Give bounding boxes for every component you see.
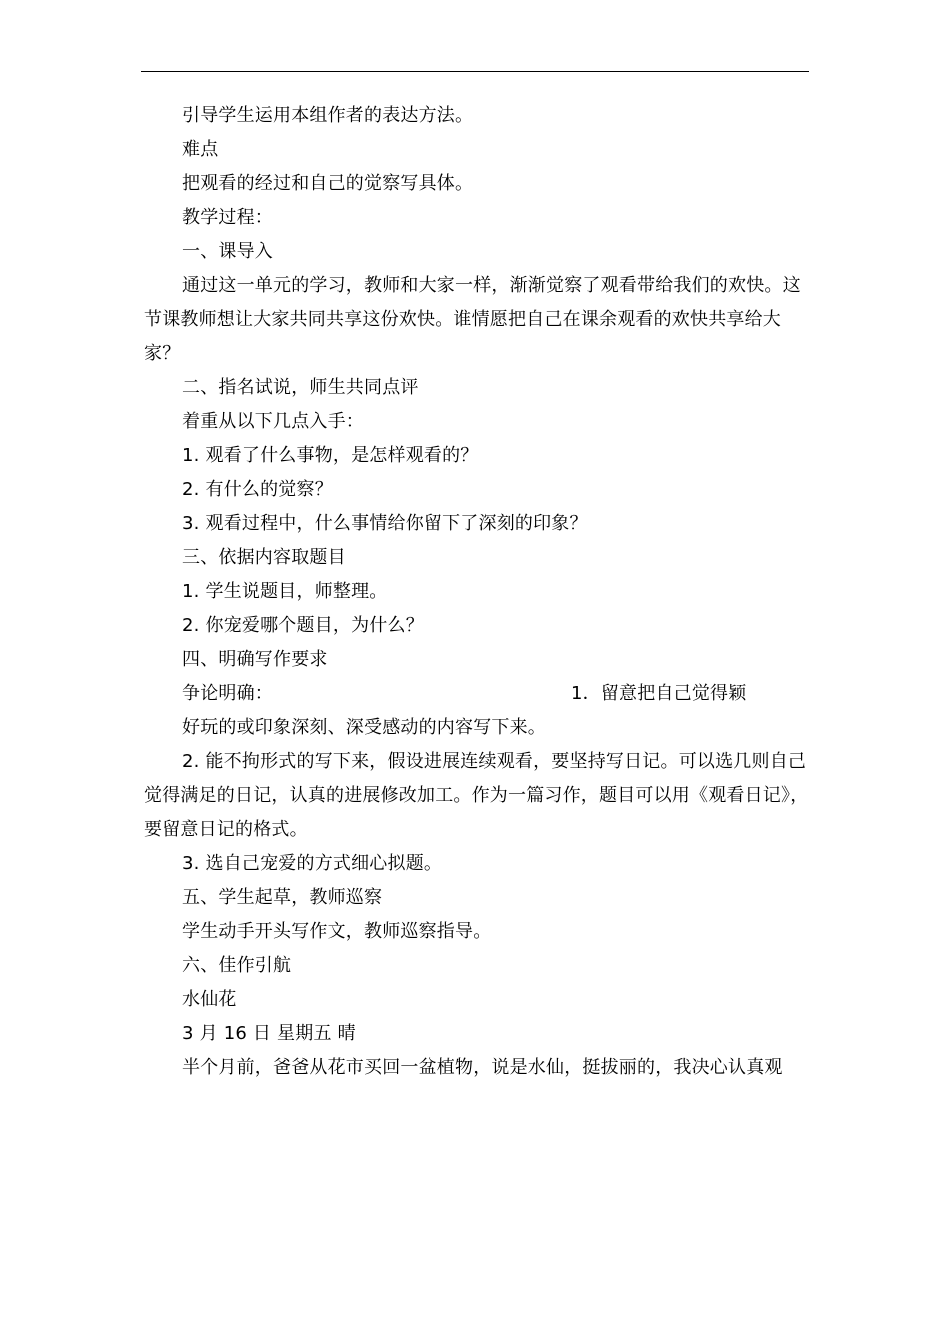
- split-line: [144, 677, 816, 711]
- paragraph: 六、佳作引航: [182, 955, 292, 976]
- paragraph: 教学过程：: [182, 207, 273, 228]
- list-item: 1. 学生说题目，师整理。: [182, 581, 388, 602]
- paragraph: 四、明确写作要求: [182, 649, 328, 670]
- list-item: 2. 你宠爱哪个题目，为什么？: [182, 615, 424, 636]
- paragraph: 五、学生起草，教师巡察: [182, 887, 383, 908]
- paragraph: 水仙花: [182, 989, 237, 1010]
- paragraph: 二、指名试说，师生共同点评: [182, 377, 419, 398]
- list-item: 3. 观看过程中，什么事情给你留下了深刻的印象？: [182, 513, 588, 534]
- header-rule: [141, 71, 809, 72]
- paragraph: 一、课导入: [182, 241, 273, 262]
- paragraph: 引导学生运用本组作者的表达方法。: [182, 105, 474, 126]
- paragraph: 把观看的经过和自己的觉察写具体。: [182, 173, 474, 194]
- paragraph: 难点: [182, 139, 219, 160]
- list-item: 3. 选自己宠爱的方式细心拟题。: [182, 853, 443, 874]
- paragraph: 三、依据内容取题目: [182, 547, 346, 568]
- paragraph: 半个月前，爸爸从花市买回一盆植物，说是水仙，挺拔丽的，我决心认真观: [182, 1057, 783, 1078]
- split-line-left: 争论明确：: [182, 683, 273, 704]
- paragraph: 好玩的或印象深刻、深受感动的内容写下来。: [182, 717, 546, 738]
- paragraph: 学生动手开头写作文，教师巡察指导。: [182, 921, 492, 942]
- document-body: [144, 99, 816, 1085]
- list-item: 1. 观看了什么事物，是怎样观看的？: [182, 445, 479, 466]
- split-line-right: 1．留意把自己觉得颖: [571, 683, 747, 704]
- list-item: 2. 能不拘形式的写下来，假设进展连续观看，要坚持写日记。可以选几则自己觉得满足的日记，认真的进展修改加工。作为一篇习作，题目可以用《观看日记》，要留意日记的格式。: [144, 751, 809, 840]
- paragraph: 3 月 16 日 星期五 晴: [182, 1023, 356, 1044]
- list-item: 2. 有什么的觉察？: [182, 479, 333, 500]
- paragraph: 着重从以下几点入手：: [182, 411, 364, 432]
- paragraph: 通过这一单元的学习，教师和大家一样，渐渐觉察了观看带给我们的欢快。这节课教师想让大家共同共享这份欢快。谁情愿把自己在课余观看的欢快共享给大家？: [144, 275, 801, 364]
